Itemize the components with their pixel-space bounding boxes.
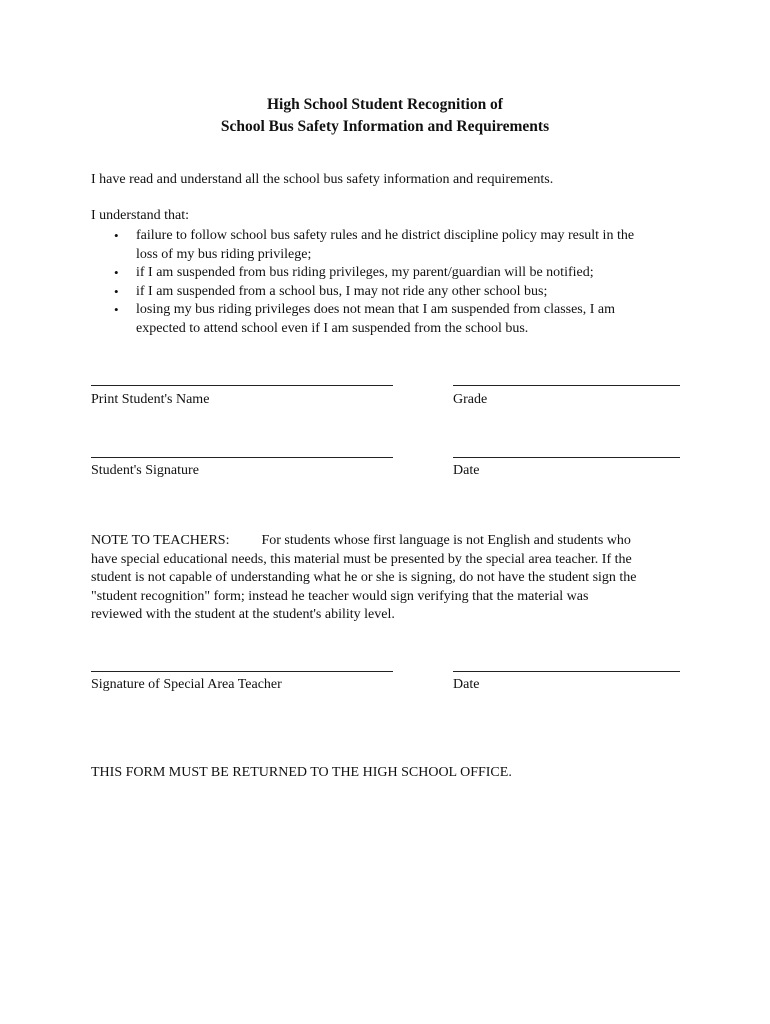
student-date-line[interactable] xyxy=(453,457,680,458)
list-item xyxy=(91,283,681,302)
title-line-1: High School Student Recognition of xyxy=(267,96,503,113)
note-to-teachers xyxy=(91,532,683,625)
student-date-label: Date xyxy=(453,463,480,478)
understand-heading: I understand that: xyxy=(91,208,189,223)
teacher-date-line[interactable] xyxy=(453,671,680,672)
title-line-2: School Bus Safety Information and Requirements xyxy=(220,118,550,135)
list-item xyxy=(91,227,681,264)
note-line: reviewed with the student at the student's ability level. xyxy=(91,607,395,622)
list-item xyxy=(91,264,681,283)
list-item-line: losing my bus riding privileges does not mean that I am suspended from classes, I am xyxy=(136,302,616,317)
bullet-icon: • xyxy=(114,283,119,299)
list-item-line: loss of my bus riding privilege; xyxy=(136,246,312,262)
list-item-line: if I am suspended from a school bus, I may not ride any other school bus; xyxy=(136,283,548,299)
teacher-signature-line[interactable] xyxy=(91,671,393,672)
student-name-line[interactable] xyxy=(91,385,393,386)
grade-label: Grade xyxy=(453,392,488,407)
note-line: "student recognition" form; instead he teacher would sign verifying that the material was xyxy=(91,588,589,604)
bullet-icon: • xyxy=(114,302,119,317)
note-heading: NOTE TO TEACHERS: xyxy=(91,533,230,548)
note-text: For students whose first language is not English and students who xyxy=(261,533,631,548)
grade-line[interactable] xyxy=(453,385,680,386)
note-line: have special educational needs, this material must be presented by the special area teacher. If the xyxy=(91,551,632,567)
list-item-line: if I am suspended from bus riding privileges, my parent/guardian will be notified; xyxy=(136,265,594,280)
note-line: student is not capable of understanding what he or she is signing, do not have the student sign the xyxy=(91,570,637,585)
student-signature-line[interactable] xyxy=(91,457,393,458)
note-line xyxy=(91,532,683,551)
teacher-date-label: Date xyxy=(453,677,480,692)
teacher-signature-label: Signature of Special Area Teacher xyxy=(91,677,282,692)
understanding-list xyxy=(91,227,691,338)
list-item xyxy=(91,301,681,338)
bullet-icon: • xyxy=(114,228,119,243)
list-item-line: expected to attend school even if I am suspended from the school bus. xyxy=(136,320,529,336)
return-instruction: THIS FORM MUST BE RETURNED TO THE HIGH SCHOOL OFFICE. xyxy=(91,765,512,780)
student-signature-label: Student's Signature xyxy=(91,463,199,478)
list-item-line: failure to follow school bus safety rules and he district discipline policy may result in the xyxy=(136,228,635,243)
intro-statement: I have read and understand all the school bus safety information and requirements. xyxy=(91,172,554,187)
document-title xyxy=(0,94,770,138)
student-name-label: Print Student's Name xyxy=(91,392,210,407)
bullet-icon: • xyxy=(114,265,119,280)
